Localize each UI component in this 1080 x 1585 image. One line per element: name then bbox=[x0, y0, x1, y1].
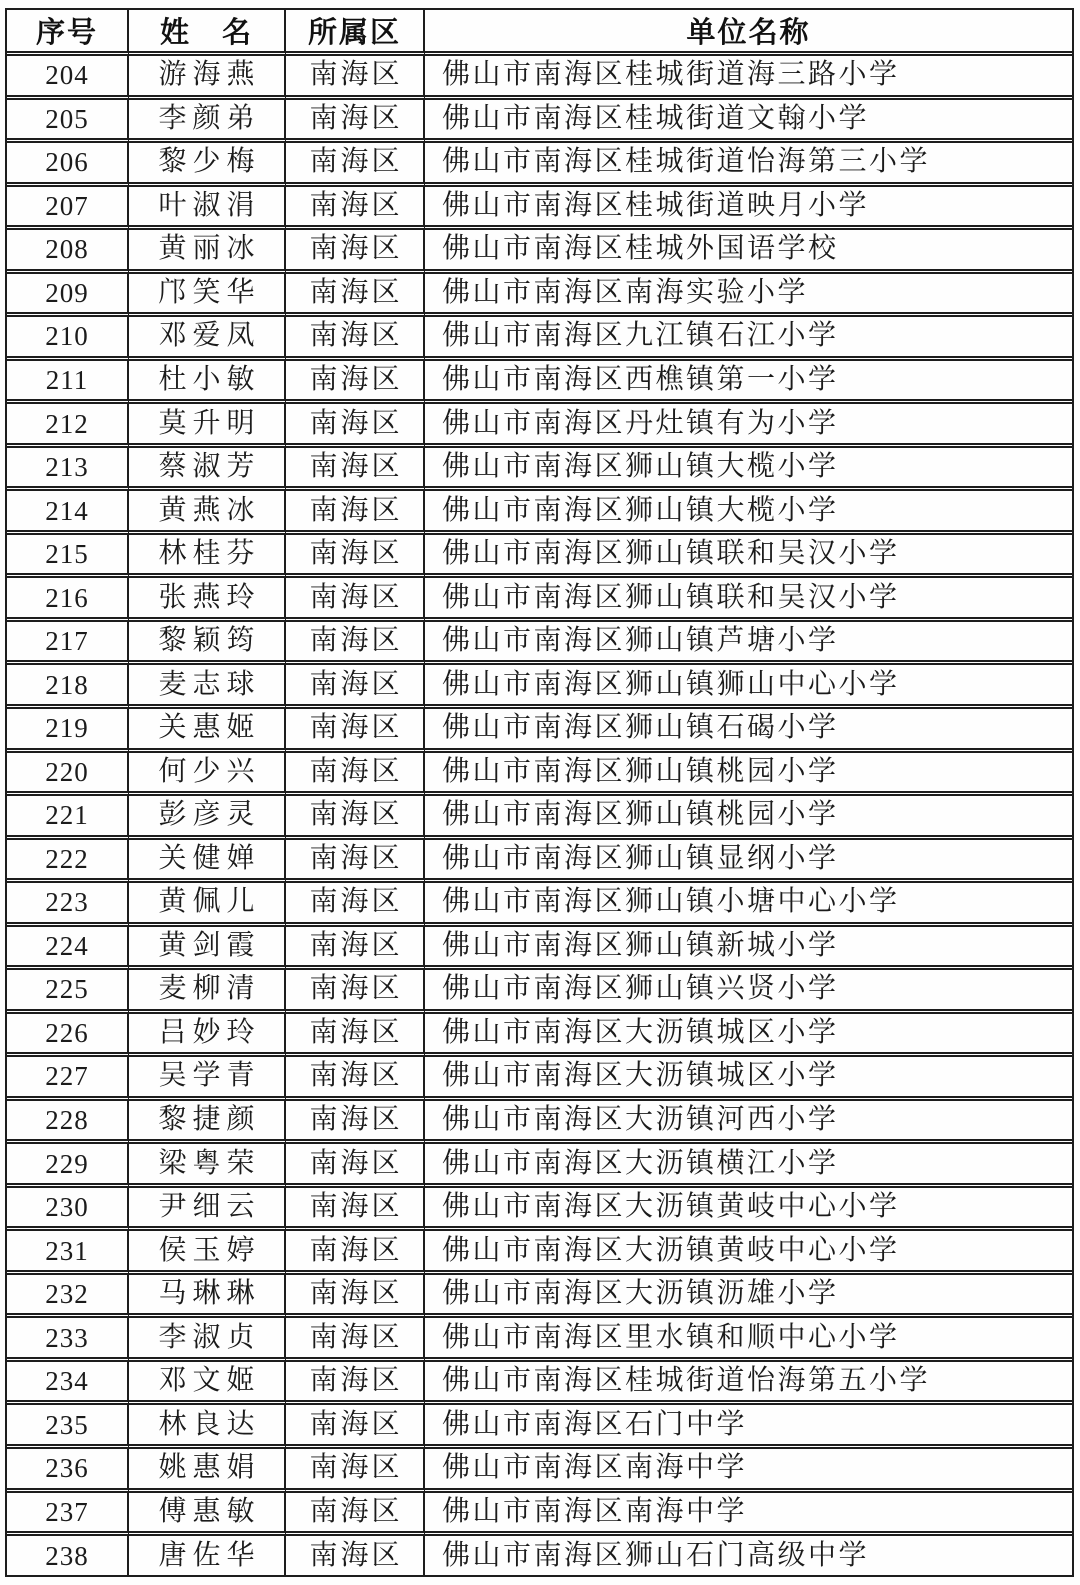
table-row bbox=[7, 753, 1072, 797]
cell-district: 南海区 bbox=[286, 665, 425, 709]
header-unit: 单位名称 bbox=[425, 10, 1072, 56]
cell-district: 南海区 bbox=[286, 100, 425, 144]
cell-name: 黎颖筠 bbox=[129, 622, 286, 666]
table-row bbox=[7, 927, 1072, 971]
cell-name: 彭彦灵 bbox=[129, 796, 286, 840]
table-row bbox=[7, 1318, 1072, 1362]
table-row bbox=[7, 1101, 1072, 1145]
table-row bbox=[7, 1449, 1072, 1493]
table-row bbox=[7, 1014, 1072, 1058]
cell-serial: 232 bbox=[7, 1275, 129, 1319]
cell-district: 南海区 bbox=[286, 883, 425, 927]
cell-name: 尹细云 bbox=[129, 1188, 286, 1232]
cell-unit: 佛山市南海区狮山镇小塘中心小学 bbox=[425, 883, 1072, 927]
cell-unit: 佛山市南海区狮山镇联和吴汉小学 bbox=[425, 578, 1072, 622]
cell-unit: 佛山市南海区大沥镇黄岐中心小学 bbox=[425, 1231, 1072, 1275]
cell-district: 南海区 bbox=[286, 404, 425, 448]
cell-district: 南海区 bbox=[286, 143, 425, 187]
cell-unit: 佛山市南海区桂城街道怡海第三小学 bbox=[425, 143, 1072, 187]
cell-district: 南海区 bbox=[286, 622, 425, 666]
header-serial: 序号 bbox=[7, 10, 129, 56]
cell-name: 唐佐华 bbox=[129, 1536, 286, 1575]
cell-name: 傅惠敏 bbox=[129, 1493, 286, 1537]
cell-serial: 237 bbox=[7, 1493, 129, 1537]
cell-name: 叶淑涓 bbox=[129, 187, 286, 231]
table-row bbox=[7, 665, 1072, 709]
cell-serial: 208 bbox=[7, 230, 129, 274]
cell-name: 林良达 bbox=[129, 1405, 286, 1449]
cell-district: 南海区 bbox=[286, 1057, 425, 1101]
cell-name: 黎捷颜 bbox=[129, 1101, 286, 1145]
teacher-roster-table bbox=[5, 8, 1074, 1577]
cell-unit: 佛山市南海区丹灶镇有为小学 bbox=[425, 404, 1072, 448]
table-row bbox=[7, 622, 1072, 666]
cell-district: 南海区 bbox=[286, 56, 425, 100]
cell-unit: 佛山市南海区桂城街道怡海第五小学 bbox=[425, 1362, 1072, 1406]
cell-serial: 224 bbox=[7, 927, 129, 971]
cell-district: 南海区 bbox=[286, 361, 425, 405]
cell-unit: 佛山市南海区西樵镇第一小学 bbox=[425, 361, 1072, 405]
cell-name: 关健婵 bbox=[129, 840, 286, 884]
cell-serial: 219 bbox=[7, 709, 129, 753]
table-row bbox=[7, 1057, 1072, 1101]
cell-unit: 佛山市南海区九江镇石江小学 bbox=[425, 317, 1072, 361]
cell-serial: 238 bbox=[7, 1536, 129, 1575]
table-row bbox=[7, 100, 1072, 144]
cell-name: 黄剑霞 bbox=[129, 927, 286, 971]
cell-serial: 236 bbox=[7, 1449, 129, 1493]
cell-serial: 221 bbox=[7, 796, 129, 840]
table-row bbox=[7, 535, 1072, 579]
cell-unit: 佛山市南海区狮山镇桃园小学 bbox=[425, 796, 1072, 840]
cell-name: 吕妙玲 bbox=[129, 1014, 286, 1058]
cell-serial: 216 bbox=[7, 578, 129, 622]
cell-unit: 佛山市南海区里水镇和顺中心小学 bbox=[425, 1318, 1072, 1362]
cell-name: 黎少梅 bbox=[129, 143, 286, 187]
cell-name: 关惠姬 bbox=[129, 709, 286, 753]
cell-unit: 佛山市南海区南海中学 bbox=[425, 1493, 1072, 1537]
cell-serial: 225 bbox=[7, 970, 129, 1014]
cell-name: 杜小敏 bbox=[129, 361, 286, 405]
cell-serial: 215 bbox=[7, 535, 129, 579]
cell-unit: 佛山市南海区狮山镇联和吴汉小学 bbox=[425, 535, 1072, 579]
table-row bbox=[7, 883, 1072, 927]
cell-serial: 206 bbox=[7, 143, 129, 187]
cell-district: 南海区 bbox=[286, 448, 425, 492]
cell-unit: 佛山市南海区桂城街道映月小学 bbox=[425, 187, 1072, 231]
cell-unit: 佛山市南海区狮山石门高级中学 bbox=[442, 1539, 870, 1571]
table-body bbox=[7, 56, 1072, 1575]
cell-district: 南海区 bbox=[286, 1188, 425, 1232]
table-row bbox=[7, 1405, 1072, 1449]
table-row bbox=[7, 578, 1072, 622]
table-row bbox=[7, 448, 1072, 492]
cell-unit: 佛山市南海区狮山镇新城小学 bbox=[425, 927, 1072, 971]
cell-serial: 226 bbox=[7, 1014, 129, 1058]
cell-serial: 207 bbox=[7, 187, 129, 231]
table-row bbox=[7, 274, 1072, 318]
cell-unit: 佛山市南海区大沥镇沥雄小学 bbox=[425, 1275, 1072, 1319]
cell-district: 南海区 bbox=[286, 1536, 425, 1575]
header-district: 所属区 bbox=[286, 10, 425, 56]
table-row bbox=[7, 56, 1072, 100]
cell-name: 林桂芬 bbox=[129, 535, 286, 579]
cell-unit: 佛山市南海区狮山镇石碣小学 bbox=[425, 709, 1072, 753]
cell-serial: 228 bbox=[7, 1101, 129, 1145]
cell-district: 南海区 bbox=[286, 1231, 425, 1275]
cell-name: 麦柳清 bbox=[129, 970, 286, 1014]
cell-name: 黄丽冰 bbox=[129, 230, 286, 274]
cell-district: 南海区 bbox=[286, 578, 425, 622]
table-row bbox=[7, 1493, 1072, 1537]
header-row bbox=[7, 10, 1072, 56]
cell-district: 南海区 bbox=[286, 970, 425, 1014]
cell-district: 南海区 bbox=[286, 753, 425, 797]
cell-name: 姚惠娟 bbox=[129, 1449, 286, 1493]
cell-unit: 佛山市南海区大沥镇黄岐中心小学 bbox=[425, 1188, 1072, 1232]
cell-unit: 佛山市南海区大沥镇城区小学 bbox=[425, 1057, 1072, 1101]
cell-unit: 佛山市南海区狮山镇狮山中心小学 bbox=[425, 665, 1072, 709]
cell-serial: 210 bbox=[7, 317, 129, 361]
table-row bbox=[7, 1231, 1072, 1275]
cell-district: 南海区 bbox=[286, 274, 425, 318]
cell-serial: 234 bbox=[7, 1362, 129, 1406]
cell-district: 南海区 bbox=[286, 840, 425, 884]
cell-name: 侯玉婷 bbox=[129, 1231, 286, 1275]
cell-district: 南海区 bbox=[286, 1449, 425, 1493]
cell-name: 邓文姬 bbox=[129, 1362, 286, 1406]
table-row bbox=[7, 143, 1072, 187]
cell-district: 南海区 bbox=[286, 1144, 425, 1188]
cell-district: 南海区 bbox=[286, 1101, 425, 1145]
cell-district: 南海区 bbox=[286, 1362, 425, 1406]
cell-unit: 佛山市南海区狮山镇大榄小学 bbox=[425, 491, 1072, 535]
cell-district: 南海区 bbox=[286, 927, 425, 971]
table-row bbox=[7, 796, 1072, 840]
cell-serial: 230 bbox=[7, 1188, 129, 1232]
table-header bbox=[7, 10, 1072, 56]
cell-unit: 佛山市南海区大沥镇横江小学 bbox=[425, 1144, 1072, 1188]
table-row bbox=[7, 1536, 1072, 1575]
cell-serial: 209 bbox=[7, 274, 129, 318]
table-row bbox=[7, 1144, 1072, 1188]
cell-serial: 214 bbox=[7, 491, 129, 535]
cell-name: 邝笑华 bbox=[129, 274, 286, 318]
cell-unit: 佛山市南海区桂城外国语学校 bbox=[425, 230, 1072, 274]
cell-name: 麦志球 bbox=[129, 665, 286, 709]
cell-name: 张燕玲 bbox=[129, 578, 286, 622]
cell-district: 南海区 bbox=[286, 230, 425, 274]
cell-district: 南海区 bbox=[286, 535, 425, 579]
cell-unit: 佛山市南海区石门中学 bbox=[425, 1405, 1072, 1449]
table-row bbox=[7, 361, 1072, 405]
cell-name: 莫升明 bbox=[129, 404, 286, 448]
cell-unit: 佛山市南海区大沥镇城区小学 bbox=[425, 1014, 1072, 1058]
table-row bbox=[7, 404, 1072, 448]
cell-unit: 佛山市南海区狮山镇大榄小学 bbox=[425, 448, 1072, 492]
cell-unit: 佛山市南海区南海中学 bbox=[425, 1449, 1072, 1493]
cell-serial: 227 bbox=[7, 1057, 129, 1101]
cell-name: 梁粤荣 bbox=[129, 1144, 286, 1188]
table-row bbox=[7, 970, 1072, 1014]
cell-district: 南海区 bbox=[286, 187, 425, 231]
table-row bbox=[7, 709, 1072, 753]
table-row bbox=[7, 840, 1072, 884]
cell-district: 南海区 bbox=[286, 491, 425, 535]
cell-district: 南海区 bbox=[286, 709, 425, 753]
cell-name: 李颜弟 bbox=[129, 100, 286, 144]
cell-unit: 佛山市南海区狮山镇兴贤小学 bbox=[425, 970, 1072, 1014]
table-row bbox=[7, 230, 1072, 274]
cell-serial: 220 bbox=[7, 753, 129, 797]
cell-serial: 204 bbox=[7, 56, 129, 100]
cell-unit: 佛山市南海区桂城街道文翰小学 bbox=[425, 100, 1072, 144]
cell-serial: 205 bbox=[7, 100, 129, 144]
cell-unit: 佛山市南海区桂城街道海三路小学 bbox=[425, 56, 1072, 100]
cell-name: 黄佩儿 bbox=[129, 883, 286, 927]
cell-serial: 222 bbox=[7, 840, 129, 884]
table-row bbox=[7, 491, 1072, 535]
table-row bbox=[7, 187, 1072, 231]
cell-name: 李淑贞 bbox=[129, 1318, 286, 1362]
cell-unit: 佛山市南海区狮山镇桃园小学 bbox=[425, 753, 1072, 797]
cell-serial: 211 bbox=[7, 361, 129, 405]
cell-serial: 231 bbox=[7, 1231, 129, 1275]
cell-unit: 佛山市南海区大沥镇河西小学 bbox=[425, 1101, 1072, 1145]
cell-serial: 218 bbox=[7, 665, 129, 709]
table-row bbox=[7, 1275, 1072, 1319]
cell-name: 蔡淑芳 bbox=[129, 448, 286, 492]
table-row bbox=[7, 1188, 1072, 1232]
table-row bbox=[7, 1362, 1072, 1406]
cell-district: 南海区 bbox=[286, 1275, 425, 1319]
cell-serial: 229 bbox=[7, 1144, 129, 1188]
cell-district: 南海区 bbox=[286, 317, 425, 361]
cell-serial: 217 bbox=[7, 622, 129, 666]
cell-name: 吴学青 bbox=[129, 1057, 286, 1101]
cell-serial: 235 bbox=[7, 1405, 129, 1449]
cell-serial: 233 bbox=[7, 1318, 129, 1362]
cell-name: 马琳琳 bbox=[129, 1275, 286, 1319]
cell-district: 南海区 bbox=[286, 1493, 425, 1537]
cell-unit: 佛山市南海区狮山镇显纲小学 bbox=[425, 840, 1072, 884]
cell-name: 游海燕 bbox=[129, 56, 286, 100]
cell-name: 邓爱凤 bbox=[129, 317, 286, 361]
header-name: 姓 名 bbox=[129, 10, 286, 56]
cell-unit: 佛山市南海区狮山镇芦塘小学 bbox=[425, 622, 1072, 666]
cell-serial: 213 bbox=[7, 448, 129, 492]
cell-name: 何少兴 bbox=[129, 753, 286, 797]
cell-name: 黄燕冰 bbox=[129, 491, 286, 535]
cell-serial: 223 bbox=[7, 883, 129, 927]
cell-serial: 212 bbox=[7, 404, 129, 448]
cell-district: 南海区 bbox=[286, 1014, 425, 1058]
cell-unit: 佛山市南海区南海实验小学 bbox=[425, 274, 1072, 318]
table-row bbox=[7, 317, 1072, 361]
cell-district: 南海区 bbox=[286, 1405, 425, 1449]
cell-district: 南海区 bbox=[286, 796, 425, 840]
cell-district: 南海区 bbox=[286, 1318, 425, 1362]
